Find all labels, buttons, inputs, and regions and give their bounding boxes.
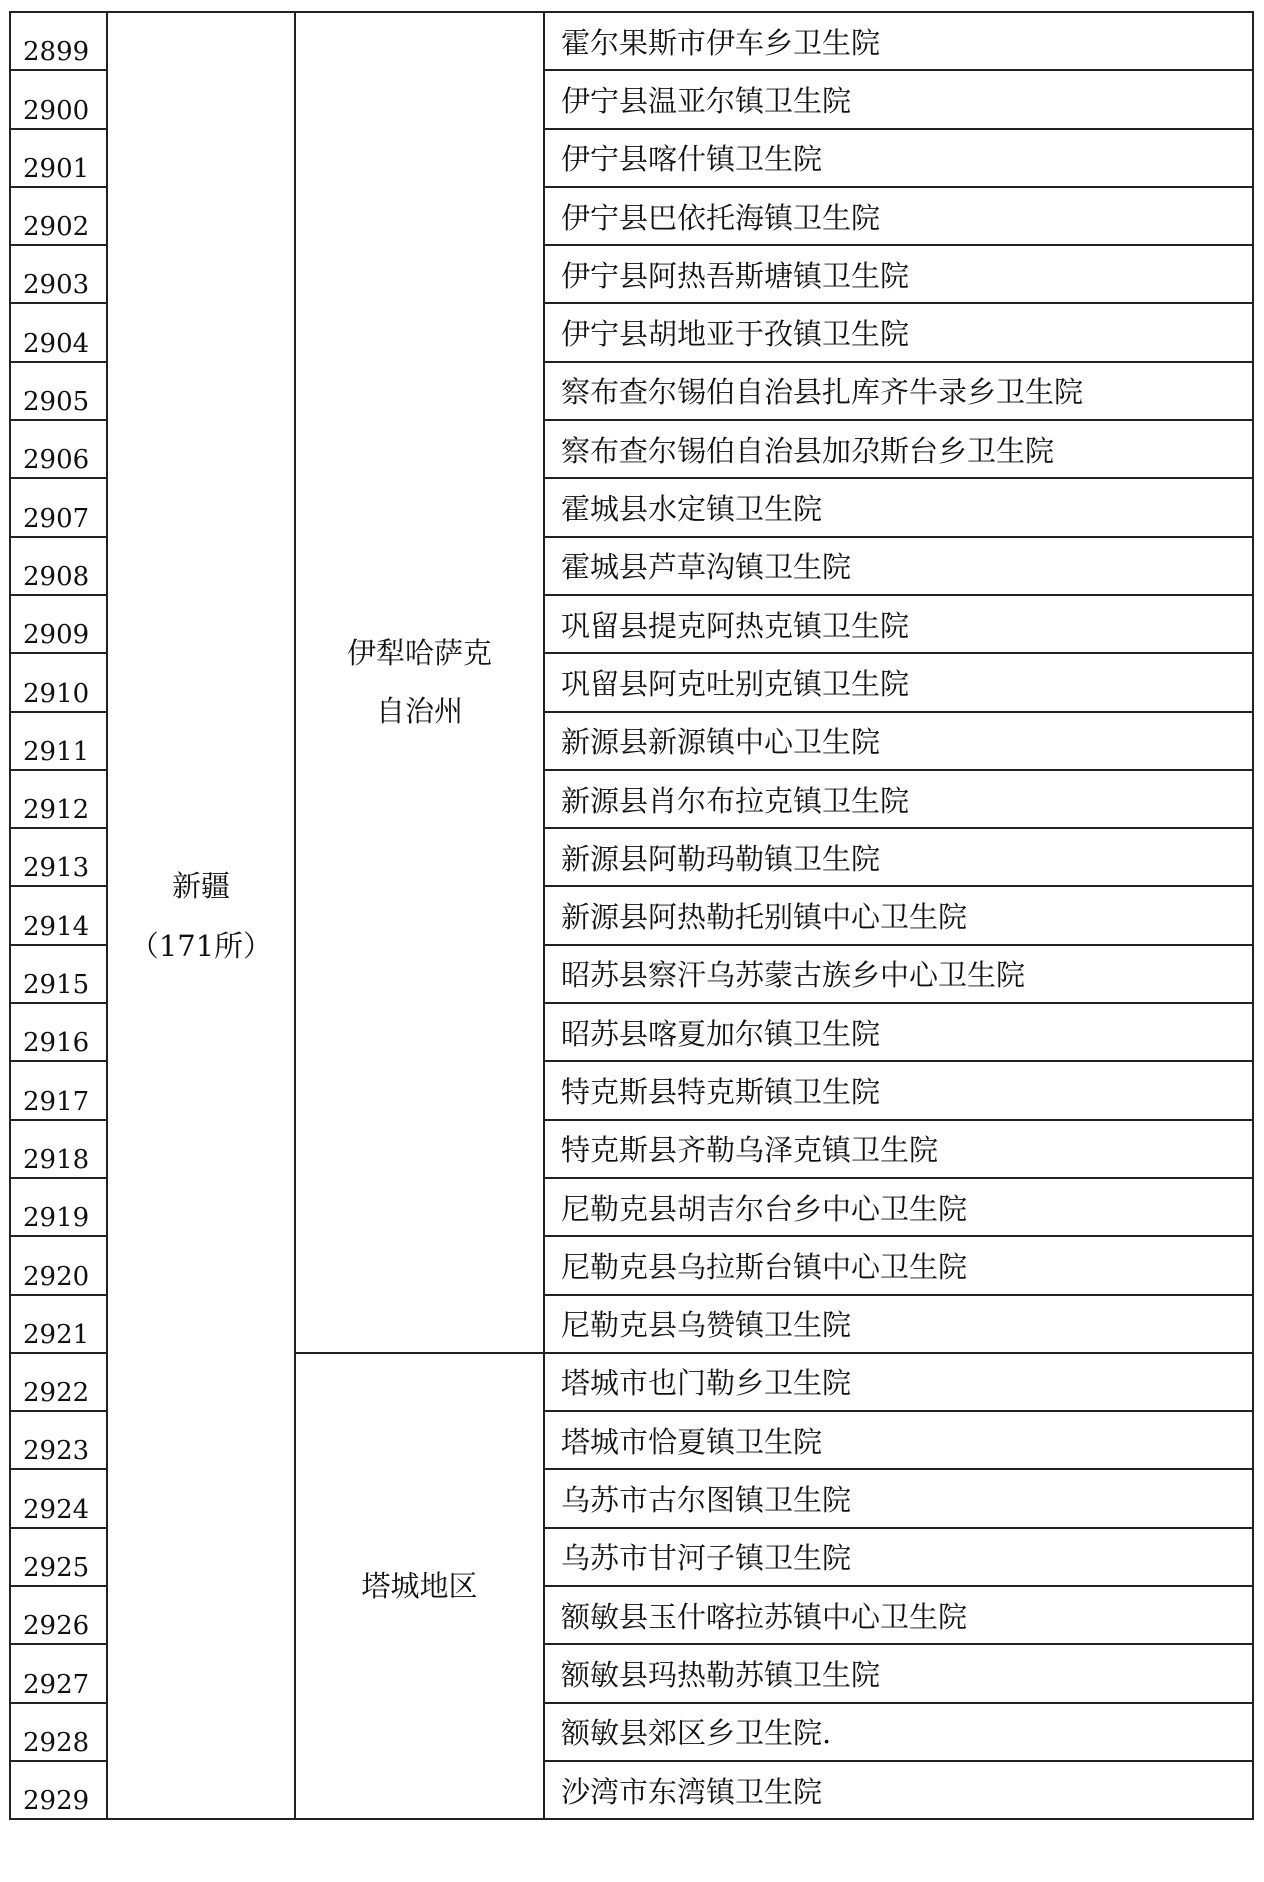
hospital-name: 伊宁县阿热吾斯塘镇卫生院 — [544, 245, 1253, 303]
row-number: 2922 — [10, 1353, 107, 1411]
row-number: 2910 — [10, 653, 107, 711]
row-number: 2913 — [10, 828, 107, 886]
row-number: 2914 — [10, 886, 107, 944]
table-body — [10, 12, 1253, 1819]
row-number: 2899 — [10, 12, 107, 70]
row-number: 2901 — [10, 129, 107, 187]
region-name-line1: 塔城地区 — [361, 1569, 478, 1604]
hospital-name: 尼勒克县胡吉尔台乡中心卫生院 — [544, 1178, 1253, 1236]
row-number: 2924 — [10, 1469, 107, 1527]
hospital-name: 伊宁县温亚尔镇卫生院 — [544, 70, 1253, 128]
hospital-name: 乌苏市古尔图镇卫生院 — [544, 1469, 1253, 1527]
row-number: 2925 — [10, 1528, 107, 1586]
hospital-name: 巩留县提克阿热克镇卫生院 — [544, 595, 1253, 653]
hospital-name: 尼勒克县乌拉斯台镇中心卫生院 — [544, 1236, 1253, 1294]
hospital-name: 昭苏县喀夏加尔镇卫生院 — [544, 1003, 1253, 1061]
row-number: 2902 — [10, 187, 107, 245]
row-number: 2929 — [10, 1761, 107, 1819]
hospital-name: 伊宁县巴依托海镇卫生院 — [544, 187, 1253, 245]
province-name: 新疆 — [171, 868, 230, 903]
province-cell — [107, 12, 295, 1819]
hospital-name: 乌苏市甘河子镇卫生院 — [544, 1528, 1253, 1586]
row-number: 2920 — [10, 1236, 107, 1294]
row-number: 2904 — [10, 303, 107, 361]
hospital-name: 霍尔果斯市伊车乡卫生院 — [544, 12, 1253, 70]
row-number: 2900 — [10, 70, 107, 128]
region-name-line1: 伊犁哈萨克 — [346, 636, 492, 671]
hospital-name: 新源县阿热勒托别镇中心卫生院 — [544, 886, 1253, 944]
row-number: 2908 — [10, 537, 107, 595]
row-number: 2928 — [10, 1703, 107, 1761]
row-number: 2918 — [10, 1120, 107, 1178]
hospital-name: 新源县阿勒玛勒镇卫生院 — [544, 828, 1253, 886]
hospital-table — [9, 11, 1254, 1820]
row-number: 2917 — [10, 1061, 107, 1119]
hospital-name: 伊宁县喀什镇卫生院 — [544, 129, 1253, 187]
province-count: （171所） — [129, 928, 273, 963]
row-number: 2921 — [10, 1295, 107, 1353]
hospital-name: 霍城县水定镇卫生院 — [544, 478, 1253, 536]
row-number: 2915 — [10, 945, 107, 1003]
hospital-name: 察布查尔锡伯自治县加尕斯台乡卫生院 — [544, 420, 1253, 478]
hospital-name: 沙湾市东湾镇卫生院 — [544, 1761, 1253, 1819]
row-number: 2927 — [10, 1644, 107, 1702]
table-row — [10, 12, 1253, 70]
row-number: 2905 — [10, 362, 107, 420]
hospital-name: 察布查尔锡伯自治县扎库齐牛录乡卫生院 — [544, 362, 1253, 420]
hospital-name: 特克斯县特克斯镇卫生院 — [544, 1061, 1253, 1119]
hospital-name: 额敏县玉什喀拉苏镇中心卫生院 — [544, 1586, 1253, 1644]
hospital-name: 特克斯县齐勒乌泽克镇卫生院 — [544, 1120, 1253, 1178]
hospital-name: 尼勒克县乌赞镇卫生院 — [544, 1295, 1253, 1353]
hospital-name: 额敏县郊区乡卫生院. — [544, 1703, 1253, 1761]
hospital-name: 新源县新源镇中心卫生院 — [544, 712, 1253, 770]
region-cell — [295, 1353, 544, 1819]
row-number: 2907 — [10, 478, 107, 536]
row-number: 2909 — [10, 595, 107, 653]
hospital-name: 昭苏县察汗乌苏蒙古族乡中心卫生院 — [544, 945, 1253, 1003]
row-number: 2903 — [10, 245, 107, 303]
row-number: 2916 — [10, 1003, 107, 1061]
region-name-line2: 自治州 — [375, 694, 463, 729]
hospital-name: 新源县肖尔布拉克镇卫生院 — [544, 770, 1253, 828]
row-number: 2912 — [10, 770, 107, 828]
hospital-name: 额敏县玛热勒苏镇卫生院 — [544, 1644, 1253, 1702]
hospital-name: 霍城县芦草沟镇卫生院 — [544, 537, 1253, 595]
region-cell — [295, 12, 544, 1353]
row-number: 2906 — [10, 420, 107, 478]
hospital-name: 巩留县阿克吐别克镇卫生院 — [544, 653, 1253, 711]
hospital-name: 塔城市恰夏镇卫生院 — [544, 1411, 1253, 1469]
row-number: 2919 — [10, 1178, 107, 1236]
row-number: 2911 — [10, 712, 107, 770]
hospital-name: 伊宁县胡地亚于孜镇卫生院 — [544, 303, 1253, 361]
row-number: 2926 — [10, 1586, 107, 1644]
row-number: 2923 — [10, 1411, 107, 1469]
hospital-name: 塔城市也门勒乡卫生院 — [544, 1353, 1253, 1411]
